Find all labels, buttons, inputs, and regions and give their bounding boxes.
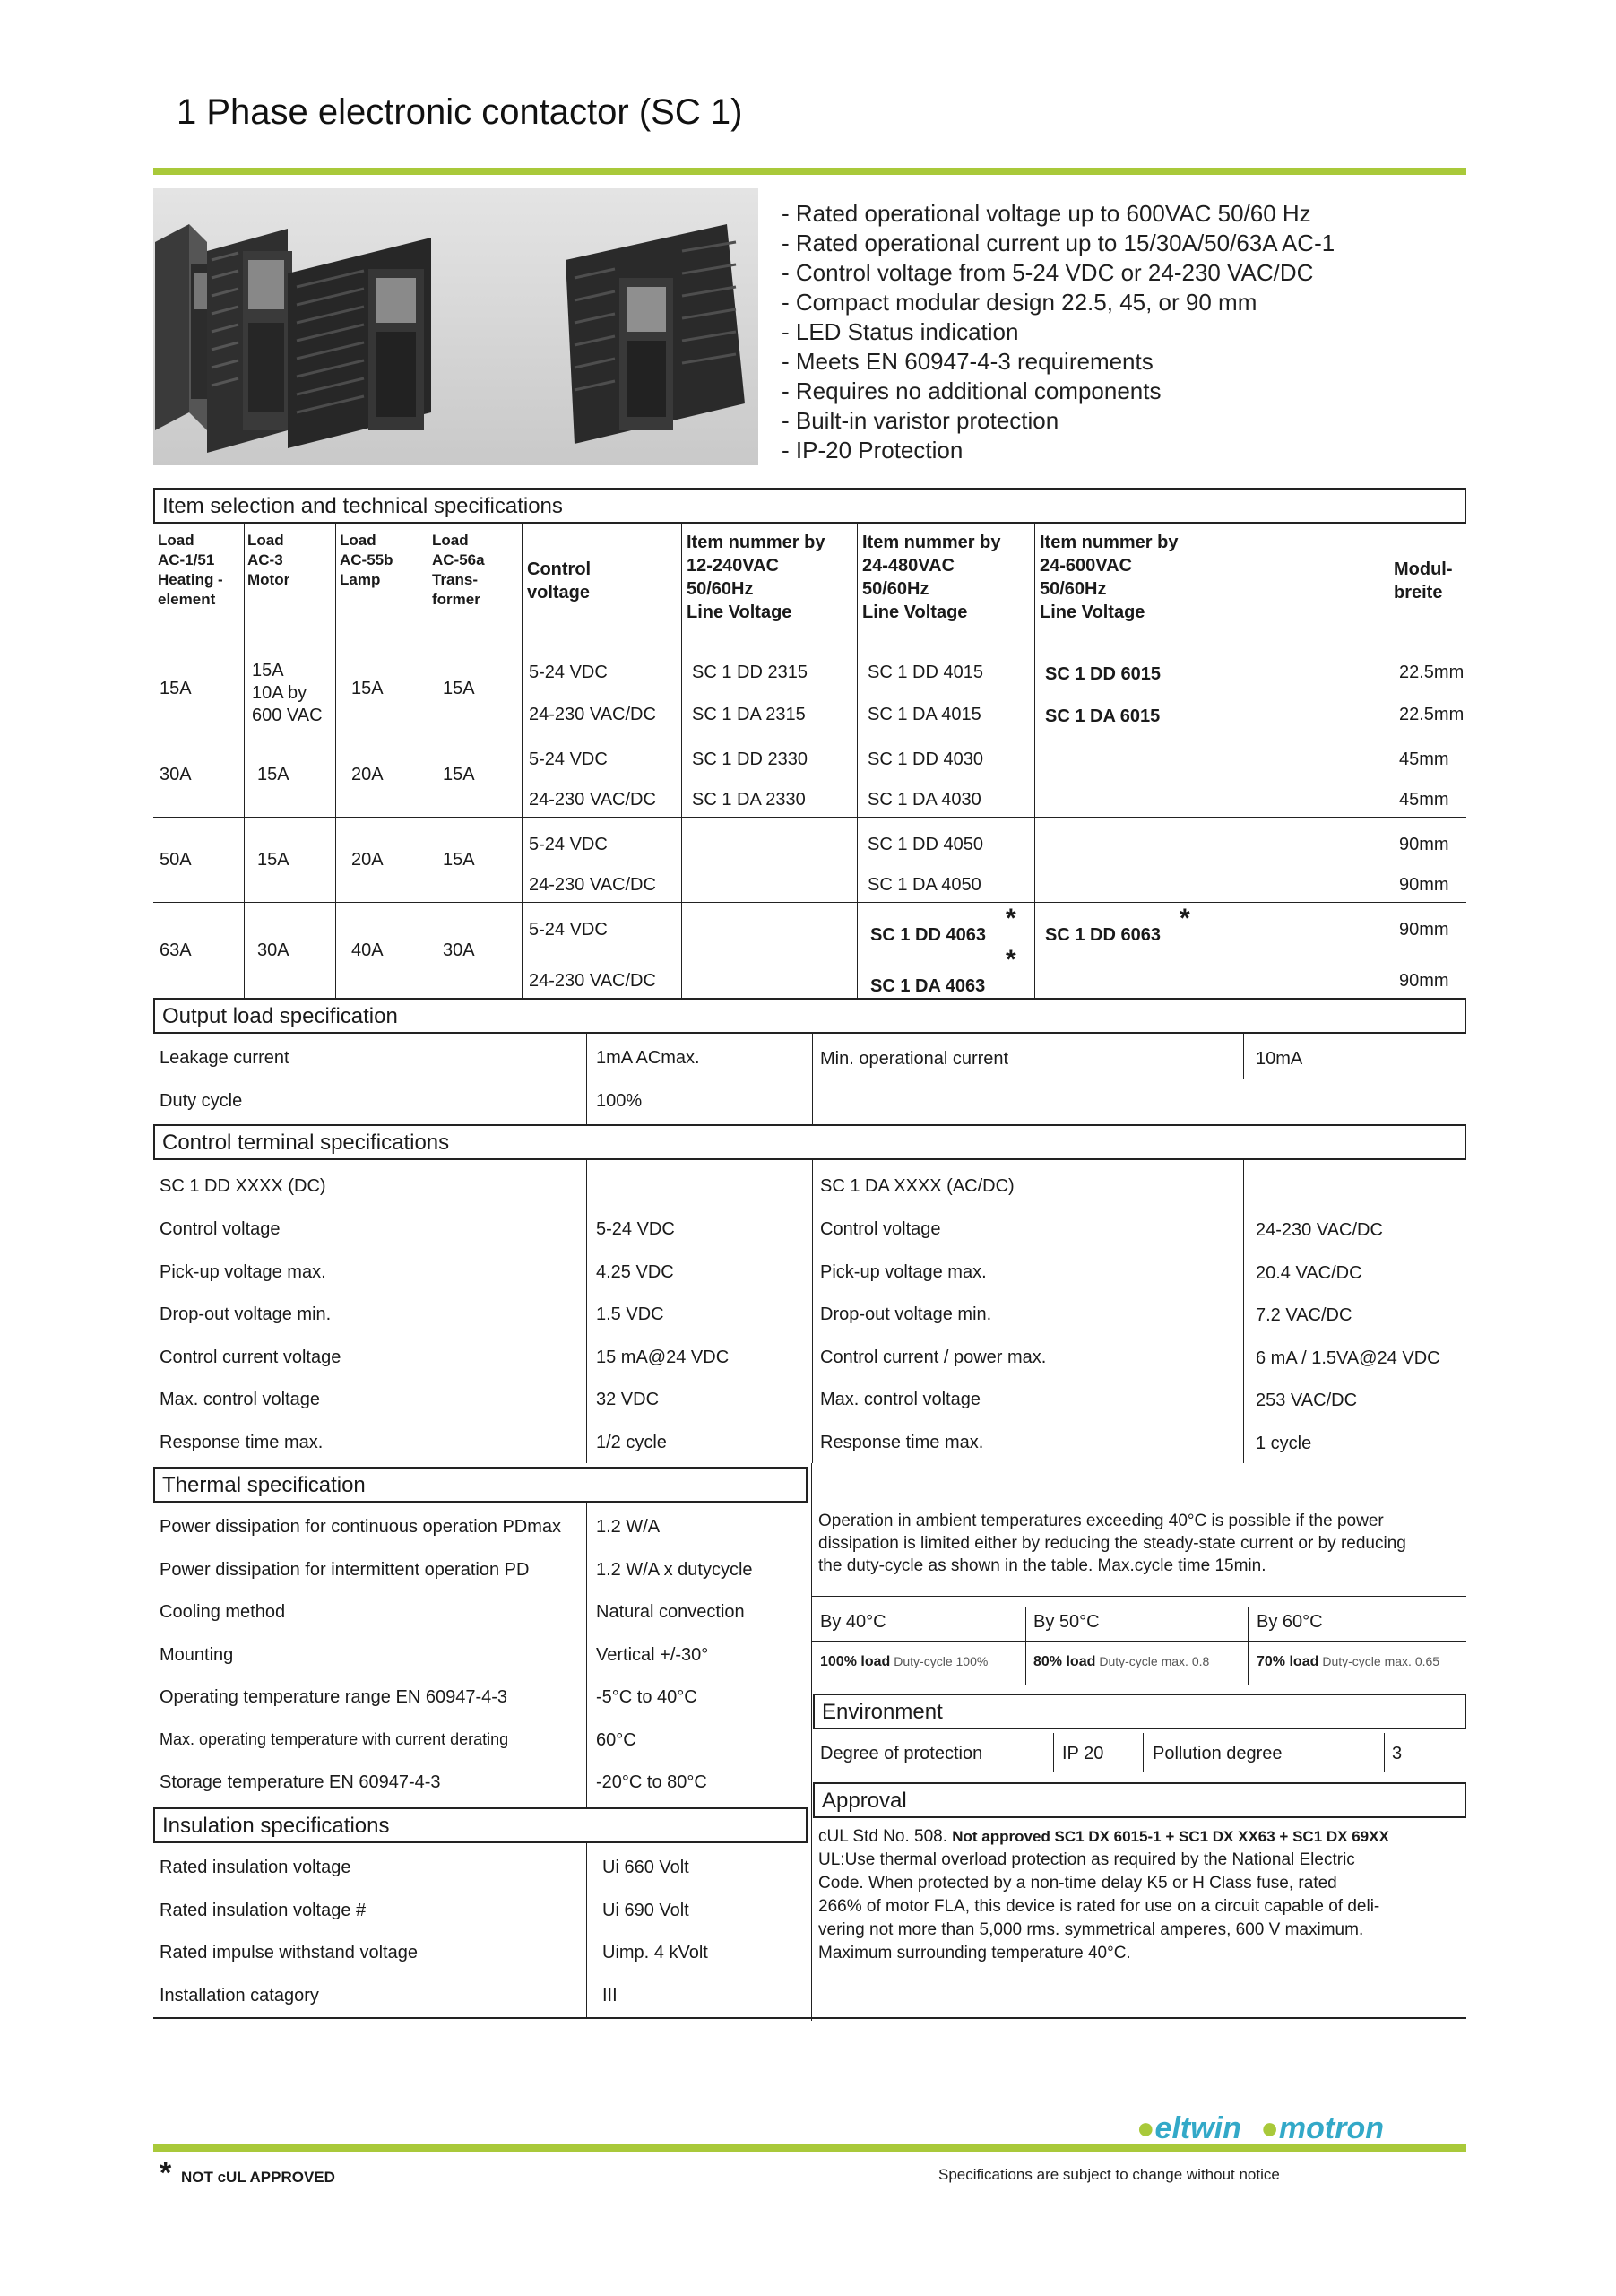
feature-item: - Built-in varistor protection xyxy=(782,407,1059,434)
dc-spec-value: 1/2 cycle xyxy=(596,1432,667,1452)
control-voltage: 5-24 VDC xyxy=(529,663,608,682)
item-number-480: SC 1 DA 4015 xyxy=(868,705,981,724)
item-number-600: SC 1 DD 6015 xyxy=(1045,664,1161,684)
dc-title: SC 1 DD XXXX (DC) xyxy=(160,1176,326,1196)
item-selection-table xyxy=(153,524,1466,998)
item-number-480: SC 1 DD 4030 xyxy=(868,749,983,769)
feature-item: - Requires no additional components xyxy=(782,377,1162,404)
thermal-spec-value: 1.2 W/A x dutycycle xyxy=(596,1559,753,1580)
title-underline xyxy=(153,168,1466,175)
section-heading-thermal: Thermal specification xyxy=(153,1467,808,1503)
derating-table xyxy=(811,1596,1466,1687)
ac-spec-value: 7.2 VAC/DC xyxy=(1256,1305,1352,1325)
thermal-note-line: Operation in ambient temperatures exceeding 40°C is possible if the power xyxy=(818,1512,1384,1530)
column-header-line: Modul- xyxy=(1394,559,1453,579)
control-voltage: 24-230 VAC/DC xyxy=(529,790,656,810)
pollution-value: 3 xyxy=(1392,1744,1403,1763)
ac-spec-label: Max. control voltage xyxy=(820,1390,981,1409)
insulation-label: Rated insulation voltage # xyxy=(160,1900,367,1920)
item-number-480: SC 1 DA 4063 xyxy=(870,976,986,996)
ac-spec-label: Response time max. xyxy=(820,1432,984,1452)
derating-duty: Duty-cycle max. 0.65 xyxy=(1322,1654,1440,1668)
asterisk-mark: * xyxy=(1006,904,1016,933)
column-header-line: element xyxy=(158,591,216,608)
feature-item: - Compact modular design 22.5, 45, or 90 mm xyxy=(782,289,1257,316)
derating-temp: By 40°C xyxy=(820,1612,886,1632)
module-width: 90mm xyxy=(1399,875,1449,895)
ac-spec-value: 24-230 VAC/DC xyxy=(1256,1220,1383,1240)
ac-spec-value: 20.4 VAC/DC xyxy=(1256,1262,1362,1283)
column-header-line: AC-1/51 xyxy=(158,551,215,568)
ac3-load: 600 VAC xyxy=(252,706,323,725)
item-number-480: SC 1 DD 4015 xyxy=(868,663,983,682)
dc-spec-value: 1.5 VDC xyxy=(596,1304,664,1324)
column-header-line: former xyxy=(432,591,480,608)
ac1-load: 63A xyxy=(160,940,192,960)
thermal-spec-value: 60°C xyxy=(596,1729,636,1750)
insulation-value: Uimp. 4 kVolt xyxy=(602,1943,708,1962)
module-width: 22.5mm xyxy=(1399,705,1465,724)
ac3-load: 15A xyxy=(257,849,289,870)
min-op-label: Min. operational current xyxy=(820,1049,1009,1069)
insulation-label: Rated insulation voltage xyxy=(160,1858,351,1877)
column-header-line: Load xyxy=(158,532,194,549)
ac3-load: 30A xyxy=(257,940,289,960)
column-header-line: AC-3 xyxy=(247,551,283,568)
item-number-240: SC 1 DD 2330 xyxy=(692,749,808,769)
dc-spec-label: Drop-out voltage min. xyxy=(160,1304,332,1324)
ac3-load: 15A xyxy=(252,661,284,680)
column-header-line: 12-240VAC xyxy=(687,556,780,576)
environment-table xyxy=(811,1729,1466,1780)
dc-spec-label: Pick-up voltage max. xyxy=(160,1261,326,1282)
thermal-note-line: the duty-cycle as shown in the table. Max.cycle time 15min. xyxy=(818,1556,1266,1575)
thermal-spec-label: Storage temperature EN 60947-4-3 xyxy=(160,1772,441,1792)
brand-logo: ●eltwin ●motron xyxy=(1136,2111,1384,2145)
column-header-line: 50/60Hz xyxy=(862,579,929,599)
derating-cell xyxy=(1033,1654,1209,1670)
ac-spec-label: Drop-out voltage min. xyxy=(820,1304,992,1324)
feature-item: - Control voltage from 5-24 VDC or 24-230 VAC/DC xyxy=(782,259,1314,286)
insulation-label: Installation catagory xyxy=(160,1985,319,2006)
item-number-240: SC 1 DA 2330 xyxy=(692,790,806,810)
ac56a-load: 30A xyxy=(443,940,475,960)
feature-item: - LED Status indication xyxy=(782,318,1019,345)
protection-label: Degree of protection xyxy=(820,1744,983,1763)
control-voltage: 24-230 VAC/DC xyxy=(529,705,656,724)
insulation-value: Ui 690 Volt xyxy=(602,1900,689,1920)
section-heading-insulation: Insulation specifications xyxy=(153,1807,808,1843)
insulation-value: III xyxy=(602,1985,618,2006)
item-number-600: SC 1 DD 6063 xyxy=(1045,925,1161,945)
duty-value: 100% xyxy=(596,1091,643,1111)
ac3-load: 15A xyxy=(257,764,289,784)
product-photo xyxy=(153,188,758,465)
item-number-240: SC 1 DA 2315 xyxy=(692,705,806,724)
derating-duty: Duty-cycle max. 0.8 xyxy=(1099,1654,1210,1668)
section-heading-environment: Environment xyxy=(813,1694,1466,1729)
column-header-line: Motor xyxy=(247,571,290,588)
leakage-value: 1mA ACmax. xyxy=(596,1048,700,1068)
brand-motron: motron xyxy=(1278,2111,1384,2145)
column-header-line: Trans- xyxy=(432,571,479,588)
column-header-line: Lamp xyxy=(340,571,381,588)
ac3-load: 10A by xyxy=(252,683,307,703)
approval-std: cUL Std No. 508. xyxy=(818,1827,947,1846)
ac56a-load: 15A xyxy=(443,849,475,870)
column-header-line: Item nummer by xyxy=(687,533,825,552)
approval-line: Maximum surrounding temperature 40°C. xyxy=(818,1944,1131,1962)
column-header-line: AC-56a xyxy=(432,551,485,568)
thermal-note-line: dissipation is limited either by reducing the steady-state current or by reducing xyxy=(818,1534,1406,1553)
approval-line: 266% of motor FLA, this device is rated for use on a circuit capable of deli- xyxy=(818,1897,1380,1916)
ac1-load: 50A xyxy=(160,849,192,870)
section-heading-item-selection: Item selection and technical specifications xyxy=(153,488,1466,524)
insulation-value: Ui 660 Volt xyxy=(602,1858,689,1877)
ac-title: SC 1 DA XXXX (AC/DC) xyxy=(820,1176,1015,1196)
output-load-table xyxy=(153,1034,1466,1124)
approval-text xyxy=(818,1825,1465,1965)
derating-temp: By 60°C xyxy=(1257,1612,1323,1632)
module-width: 90mm xyxy=(1399,835,1449,854)
thermal-spec-label: Power dissipation for continuous operation PDmax xyxy=(160,1517,562,1537)
derating-cell xyxy=(820,1654,988,1670)
item-number-600: SC 1 DA 6015 xyxy=(1045,706,1161,726)
approval-line: Code. When protected by a non-time delay K5 or H Class fuse, rated xyxy=(818,1874,1337,1893)
approval-line: UL:Use thermal overload protection as required by the National Electric xyxy=(818,1850,1355,1869)
thermal-spec-value: Natural convection xyxy=(596,1602,745,1622)
thermal-spec-value: 1.2 W/A xyxy=(596,1517,661,1537)
ac-spec-value: 6 mA / 1.5VA@24 VDC xyxy=(1256,1347,1440,1368)
derating-cell xyxy=(1257,1654,1439,1670)
asterisk-mark: * xyxy=(1006,945,1016,975)
control-voltage: 24-230 VAC/DC xyxy=(529,875,656,895)
ac55b-load: 20A xyxy=(351,849,384,870)
control-voltage: 5-24 VDC xyxy=(529,920,608,940)
brand-eltwin: eltwin xyxy=(1154,2111,1241,2145)
footer-disclaimer: Specifications are subject to change without notice xyxy=(938,2166,1280,2183)
protection-value: IP 20 xyxy=(1062,1744,1104,1763)
min-op-value: 10mA xyxy=(1256,1049,1303,1069)
derating-load: 70% load xyxy=(1257,1654,1319,1669)
column-header-line: breite xyxy=(1394,583,1443,602)
ac1-load: 30A xyxy=(160,764,192,784)
asterisk-mark: * xyxy=(1180,904,1190,933)
thermal-spec-label: Cooling method xyxy=(160,1602,286,1622)
ac55b-load: 15A xyxy=(351,678,384,698)
insulation-label: Rated impulse withstand voltage xyxy=(160,1943,418,1962)
footer-asterisk: * xyxy=(160,2156,172,2190)
footer-note: NOT cUL APPROVED xyxy=(181,2169,335,2186)
dc-spec-value: 32 VDC xyxy=(596,1390,660,1409)
feature-list xyxy=(782,199,1335,465)
column-header-line: 50/60Hz xyxy=(1040,579,1107,599)
column-header-line: Load xyxy=(432,532,469,549)
dc-spec-label: Response time max. xyxy=(160,1432,324,1452)
thermal-spec-value: -5°C to 40°C xyxy=(596,1687,697,1707)
section-heading-approval: Approval xyxy=(813,1782,1466,1818)
module-width: 90mm xyxy=(1399,920,1449,940)
thermal-spec-label: Max. operating temperature with current derating xyxy=(160,1729,509,1748)
item-number-480: SC 1 DA 4050 xyxy=(868,875,981,895)
section-heading-control-terminal: Control terminal specifications xyxy=(153,1124,1466,1160)
control-terminal-table xyxy=(153,1160,1466,1463)
duty-label: Duty cycle xyxy=(160,1091,243,1111)
pollution-label: Pollution degree xyxy=(1153,1744,1283,1763)
ac55b-load: 40A xyxy=(351,940,384,960)
insulation-table xyxy=(153,1843,808,2018)
column-header-line: 24-600VAC xyxy=(1040,556,1133,576)
column-header-line: Control xyxy=(527,559,592,579)
ac-spec-label: Control current / power max. xyxy=(820,1347,1047,1367)
thermal-spec-label: Operating temperature range EN 60947-4-3 xyxy=(160,1687,508,1707)
ac-spec-value: 253 VAC/DC xyxy=(1256,1391,1358,1410)
thermal-spec-value: -20°C to 80°C xyxy=(596,1772,707,1792)
page-title: 1 Phase electronic contactor (SC 1) xyxy=(177,92,743,132)
module-width: 90mm xyxy=(1399,971,1449,991)
feature-item: - IP-20 Protection xyxy=(782,437,964,464)
column-header-line: Heating - xyxy=(158,571,223,588)
dc-spec-label: Max. control voltage xyxy=(160,1390,320,1409)
thermal-table xyxy=(153,1503,808,1807)
item-number-480: SC 1 DD 4050 xyxy=(868,835,983,854)
column-header-line: Line Voltage xyxy=(687,602,792,622)
derating-duty: Duty-cycle 100% xyxy=(894,1654,989,1668)
feature-item: - Rated operational current up to 15/30A/50/63A AC-1 xyxy=(782,230,1335,256)
thermal-spec-label: Mounting xyxy=(160,1644,234,1665)
thermal-spec-label: Power dissipation for intermittent operation PD xyxy=(160,1559,530,1580)
column-header-line: Line Voltage xyxy=(1040,602,1145,622)
derating-load: 80% load xyxy=(1033,1654,1096,1669)
column-header-line: AC-55b xyxy=(340,551,393,568)
item-number-480: SC 1 DA 4030 xyxy=(868,790,981,810)
column-header-line: Line Voltage xyxy=(862,602,968,622)
column-header-line: Load xyxy=(340,532,376,549)
approval-line: vering not more than 5,000 rms. symmetrical amperes, 600 V maximum. xyxy=(818,1920,1364,1939)
module-width: 45mm xyxy=(1399,749,1449,769)
thermal-spec-value: Vertical +/-30° xyxy=(596,1644,709,1665)
column-header-line: 24-480VAC xyxy=(862,556,955,576)
column-header-line: Item nummer by xyxy=(862,533,1001,552)
feature-item: - Rated operational voltage up to 600VAC 50/60 Hz xyxy=(782,200,1311,227)
dc-spec-label: Control current voltage xyxy=(160,1347,341,1367)
dc-spec-label: Control voltage xyxy=(160,1219,281,1239)
feature-item: - Meets EN 60947-4-3 requirements xyxy=(782,348,1154,375)
derating-temp: By 50°C xyxy=(1033,1612,1100,1632)
control-voltage: 5-24 VDC xyxy=(529,835,608,854)
module-width: 45mm xyxy=(1399,790,1449,810)
dc-spec-value: 5-24 VDC xyxy=(596,1219,675,1239)
ac-spec-label: Control voltage xyxy=(820,1219,941,1239)
control-voltage: 24-230 VAC/DC xyxy=(529,971,656,991)
dc-spec-value: 4.25 VDC xyxy=(596,1261,674,1282)
ac1-load: 15A xyxy=(160,678,192,698)
ac55b-load: 20A xyxy=(351,764,384,784)
item-number-480: SC 1 DD 4063 xyxy=(870,925,986,945)
control-voltage: 5-24 VDC xyxy=(529,749,608,769)
column-header-line: Item nummer by xyxy=(1040,533,1179,552)
column-header-line: voltage xyxy=(527,583,591,602)
ac56a-load: 15A xyxy=(443,764,475,784)
thermal-note xyxy=(818,1510,1464,1577)
dc-spec-value: 15 mA@24 VDC xyxy=(596,1347,730,1367)
item-number-240: SC 1 DD 2315 xyxy=(692,663,808,682)
ac-spec-label: Pick-up voltage max. xyxy=(820,1261,987,1282)
ac-spec-value: 1 cycle xyxy=(1256,1433,1312,1453)
ac56a-load: 15A xyxy=(443,678,475,698)
column-header-line: 50/60Hz xyxy=(687,579,754,599)
approval-not-approved: Not approved SC1 DX 6015-1 + SC1 DX XX63 + SC1 DX 69XX xyxy=(952,1828,1389,1845)
section-heading-output-load: Output load specification xyxy=(153,998,1466,1034)
module-width: 22.5mm xyxy=(1399,663,1465,682)
derating-load: 100% load xyxy=(820,1654,891,1669)
leakage-label: Leakage current xyxy=(160,1048,289,1068)
column-header-line: Load xyxy=(247,532,284,549)
